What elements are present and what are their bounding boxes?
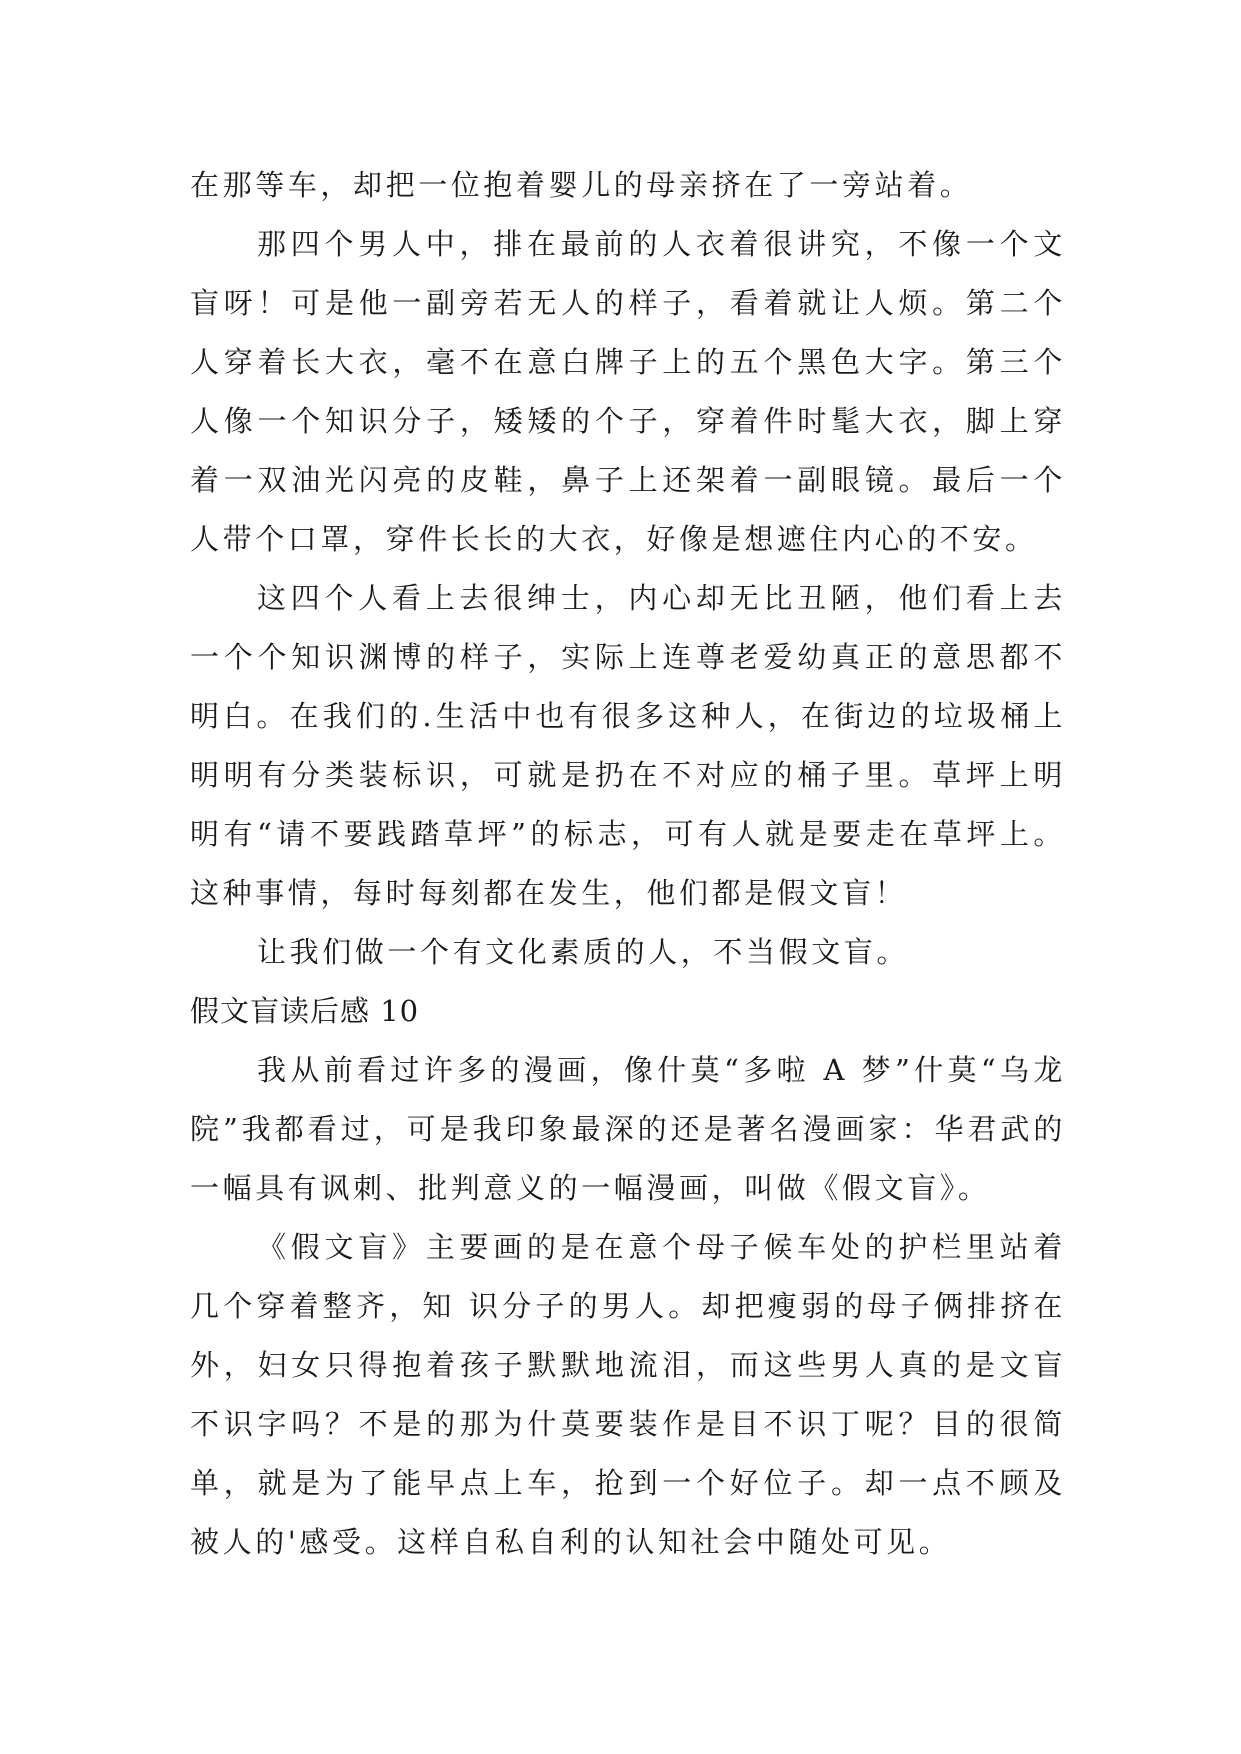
paragraph-gentlemen: 这四个人看上去很绅士，内心却无比丑陋，他们看上去一个个知识渊博的样子，实际上连尊老爱幼真正的意思都不明白。在我们的.生活中也有很多这种人，在街边的垃圾桶上明明有分类装标识，可就是扔在不对应的桶子里。草坪上明明有“请不要践踏草坪”的标志，可有人就是要走在草坪上。这种事情，每时每刻都在发生，他们都是假文盲！ [190,581,1066,910]
paragraph-continued: 在那等车，却把一位抱着婴儿的母亲挤在了一旁站着。 [190,168,973,202]
document-body [190,156,1066,1572]
paragraph-comics: 我从前看过许多的漫画，像什莫“多啦 A 梦”什莫“乌龙院”我都看过，可是我印象最深的还是著名漫画家：华君武的一幅具有讽刺、批判意义的一幅漫画，叫做《假文盲》。 [190,1053,1066,1205]
paragraph-four-men: 那四个男人中，排在最前的人衣着很讲究，不像一个文盲呀！可是他一副旁若无人的样子，看着就让人烦。第二个人穿着长大衣，毫不在意白牌子上的五个黑色大字。第三个人像一个知识分子，矮矮的个子，穿着件时髦大衣，脚上穿着一双油光闪亮的皮鞋，鼻子上还架着一副眼镜。最后一个人带个口罩，穿件长长的大衣，好像是想遮住内心的不安。 [190,227,1066,556]
paragraph-summary: 《假文盲》主要画的是在意个母子候车处的护栏里站着几个穿着整齐，知 识分子的男人。却把瘦弱的母子俩排挤在外，妇女只得抱着孩子默默地流泪，而这些男人真的是文盲不识字吗？不是的那为什莫要装作是目不识丁呢？目的很简单，就是为了能早点上车，抢到一个好位子。却一点不顾及被人的'感受。这样自私自利的认知社会中随处可见。 [190,1230,1066,1559]
section-heading: 假文盲读后感 10 [190,994,420,1028]
paragraph-conclusion: 让我们做一个有文化素质的人，不当假文盲。 [257,935,910,969]
